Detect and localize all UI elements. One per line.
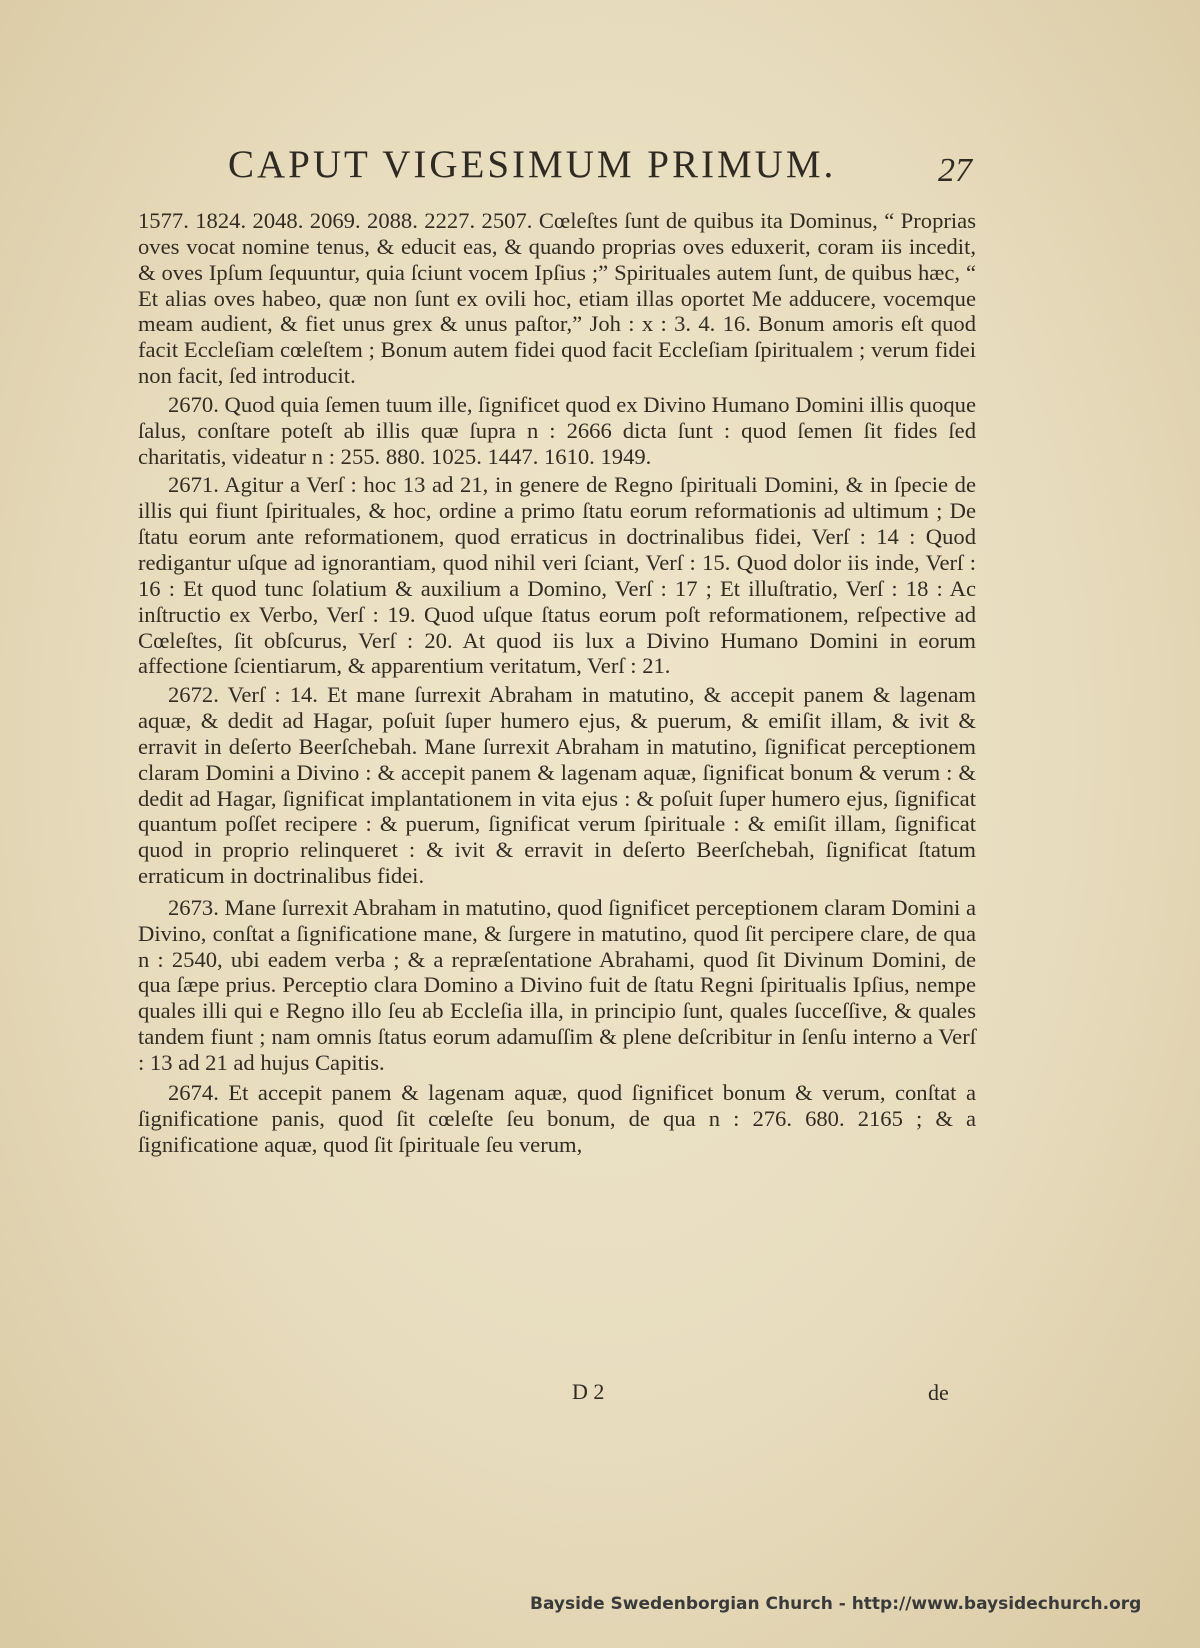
paragraph-number: 2673. [168,894,219,920]
paragraph-number: 2674. [168,1079,219,1105]
paragraph-text: Quod quia ſemen tuum ille, ſignificet quod ex Divino Humano Domini illis quoque ſalus, conſtare poteſt ab illis quæ ſupra n : 2666 dicta ſunt : quod ſemen ſit fides ſed charitatis, videatur n : 255. 880. 1025. 1447. 1610. 1949. [138,391,976,469]
paragraph-2672 [138,682,976,889]
paragraph-text: 1577. 1824. 2048. 2069. 2088. 2227. 2507. Cœleſtes ſunt de quibus ita Dominus, “ Proprias oves vocat nomine tenus, & educit eas, & quando proprias oves eduxerit, coram iis incedit, & oves Ipſum ſequuntur, quia ſciunt vocem Ipſius ;” Spirituales autem ſunt, de quibus hæc, “ Et alias oves habeo, quæ non ſunt ex ovili hoc, etiam illas oportet Me adducere, vocemque meam audient, & fiet unus grex & unus paſtor,” Joh : x : 3. 4. 16. Bonum amoris eſt quod facit Eccleſiam cœleſtem ; Bonum autem fidei quod facit Eccleſiam ſpiritualem ; verum fidei non facit, ſed introducit. [138,208,976,389]
signature-mark: D 2 [572,1379,605,1404]
page-header [0,142,1200,202]
catchword: de [928,1380,949,1405]
paragraph-2671 [138,472,976,679]
paragraph-text: Et accepit panem & lagenam aquæ, quod ſignificet bonum & verum, conſtat a ſignificatione panis, quod ſit cœleſte ſeu bonum, de qua n : 276. 680. 2165 ; & a ſignificatione aquæ, quod ſit ſpirituale ſeu verum, [138,1079,976,1157]
paragraph-2673 [138,895,976,1076]
paragraph-number: 2671. [168,472,219,498]
paragraph-text: Mane ſurrexit Abraham in matutino, quod ſignificet perceptionem claram Domini a Divino, conſtat a ſignificatione mane, & ſurgere in matutino, quod ſit percipere clare, de qua n : 2540, ubi eadem verba ; & a repræſentatione Abrahami, quod ſit Divinum Domini, de qua ſæpe prius. Perceptio clara Domino a Divino fuit de ſtatu Regni ſpiritualis Ipſius, nempe quales illi qui e Regno illo ſeu ab Eccleſia illa, in principio ſunt, quales ſucceſſive, & quales tandem fiunt ; nam omnis ſtatus eorum adamuſſim & plene deſcribitur in ſenſu interno a Verſ : 13 ad 21 ad hujus Capitis. [138,894,976,1075]
paragraph-text: Verſ : 14. Et mane ſurrexit Abraham in matutino, & accepit panem & lagenam aquæ, & dedit ad Hagar, poſuit ſuper humero ejus, & puerum, & emiſit illam, & ivit & erravit in deſerto Beerſchebah. Mane ſurrexit Abraham in matutino, ſignificat perceptionem claram Domini a Divino : & accepit panem & lagenam aquæ, ſignificat bonum & verum : & dedit ad Hagar, ſignificat implantationem in vita ejus : & poſuit ſuper humero ejus, ſignificat quantum poſſet recipere : & puerum, ſignificat verum ſpirituale : & emiſit illam, ſignificat quod in proprio relinqueret : & ivit & erravit in deſerto Beerſchebah, ſignificat ſtatum erraticum in doctrinalibus fidei. [138,682,976,889]
paragraph-2670 [138,392,976,470]
paragraph-number: 2670. [168,391,219,417]
paragraph-2674 [138,1080,976,1158]
text-body [138,208,976,1157]
running-title: CAPUT VIGESIMUM PRIMUM. [228,143,837,186]
paragraph-text: Agitur a Verſ : hoc 13 ad 21, in genere de Regno ſpirituali Domini, & in ſpecie de illis qui fiunt ſpirituales, & hoc, ordine a primo ſtatu eorum reformationis ad ultimum ; De ſtatu eorum ante reformationem, quod erraticus in doctrinalibus fidei, Verſ : 14 : Quod redigantur uſque ad ignorantiam, quod nihil veri ſciant, Verſ : 15. Quod dolor iis inde, Verſ : 16 : Et quod tunc ſolatium & auxilium a Domino, Verſ : 17 ; Et illuſtratio, Verſ : 18 : Ac inſtructio ex Verbo, Verſ : 19. Quod uſque ſtatus eorum poſt reformationem, reſpective ad Cœleſtes, ſit obſcurus, Verſ : 20. At quod iis lux a Divino Humano Domini in eorum affectione ſcientiarum, & apparentium veritatum, Verſ : 21. [138,472,976,679]
paragraph-continued [138,208,976,389]
paragraph-number: 2672. [168,682,219,708]
footer-credit: Bayside Swedenborgian Church - http://www.baysidechurch.org [530,1594,1142,1614]
page-number: 27 [938,152,972,189]
